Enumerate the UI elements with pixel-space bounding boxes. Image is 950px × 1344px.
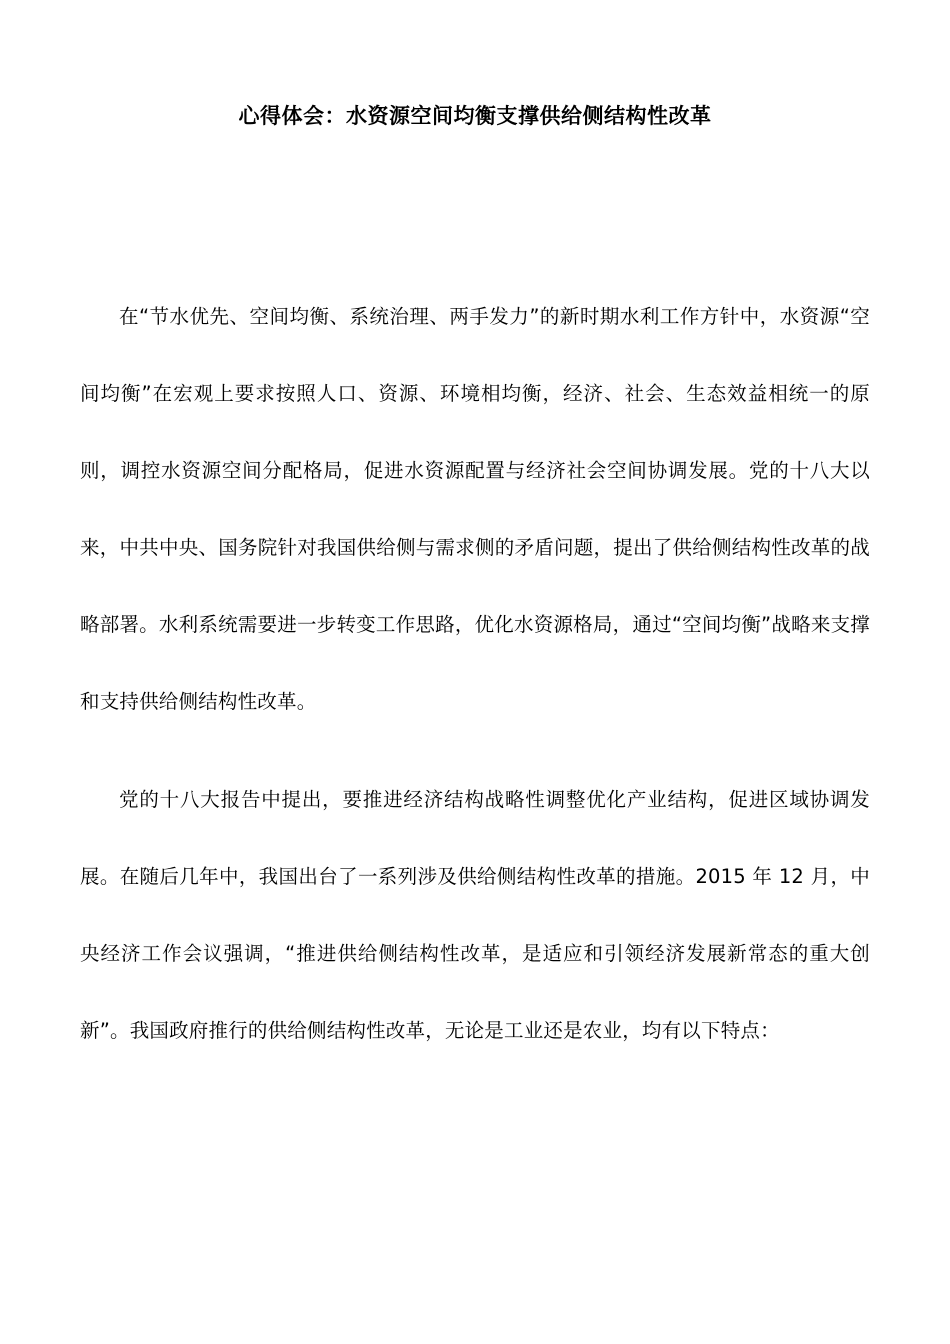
paragraph-2: 党的十八大报告中提出，要推进经济结构战略性调整优化产业结构，促进区域协调发展。在随后几年中，我国出台了一系列涉及供给侧结构性改革的措施。2015 年 12 月，中央经济工作会议强调，“推进供给侧结构性改革，是适应和引领经济发展新常态的重大创新”。我国政府推行的供给侧结构性改革，无论是工业还是农业，均有以下特点：: [80, 787, 870, 1042]
document-title: 心得体会：水资源空间均衡支撑供给侧结构性改革: [238, 104, 712, 128]
paragraph-1: 在“节水优先、空间均衡、系统治理、两手发力”的新时期水利工作方针中，水资源“空间均衡”在宏观上要求按照人口、资源、环境相均衡，经济、社会、生态效益相统一的原则，调控水资源空间分配格局，促进水资源配置与经济社会空间协调发展。党的十八大以来，中共中央、国务院针对我国供给侧与需求侧的矛盾问题，提出了供给侧结构性改革的战略部署。水利系统需要进一步转变工作思路，优化水资源格局，通过“空间均衡”战略来支撑和支持供给侧结构性改革。: [80, 304, 870, 713]
